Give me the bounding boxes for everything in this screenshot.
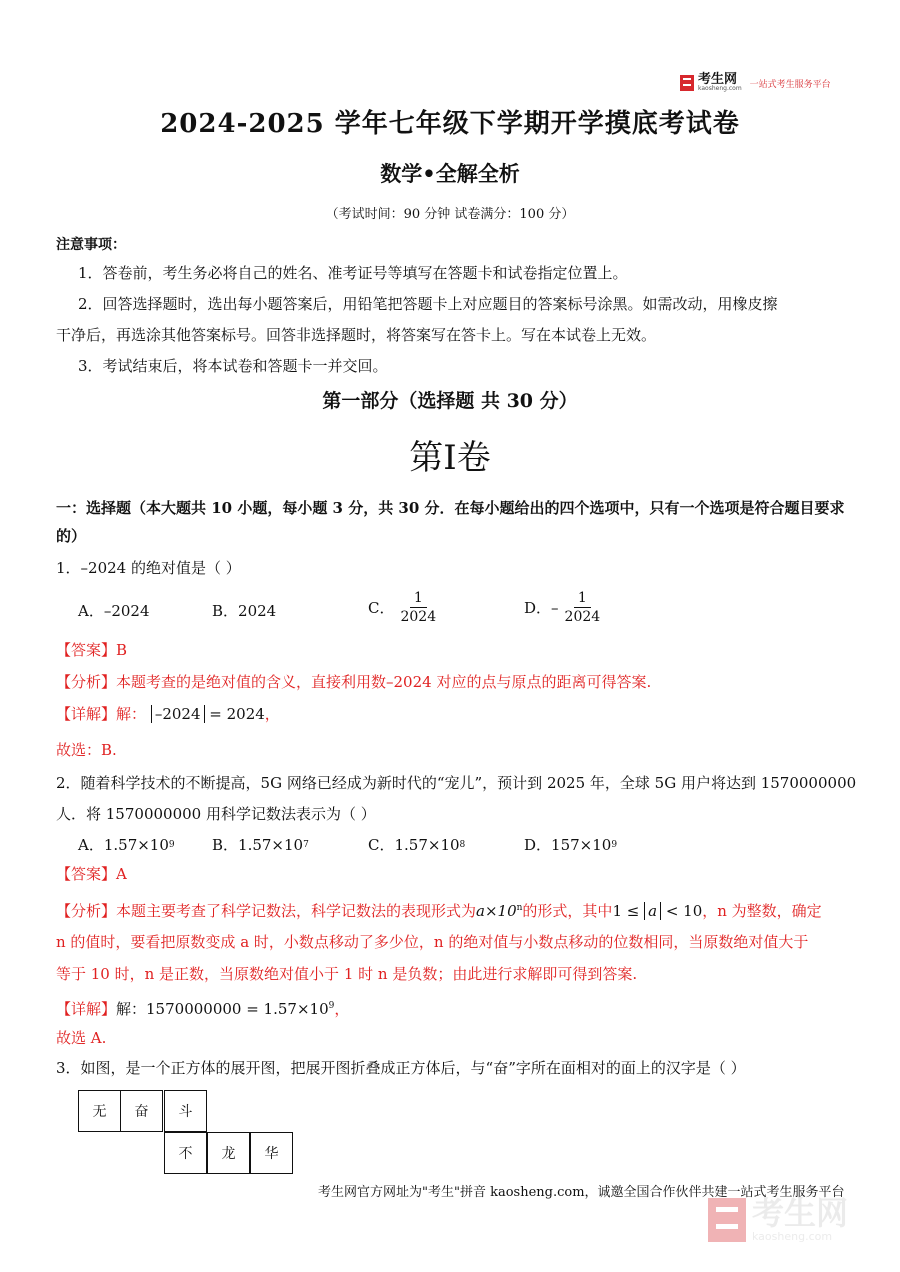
cube-net-cell: 奋: [120, 1090, 163, 1132]
q1-option-c-denominator: 2024: [400, 609, 437, 625]
q1-detail-pre: 解：: [116, 705, 147, 723]
q2-detail-pre: 解：1570000000 = 1.57×10: [116, 1000, 329, 1018]
q1-answer: 【答案】B: [56, 641, 128, 659]
q2-analysis-a3: n: [516, 903, 523, 913]
watermark-name: 考生网: [752, 1194, 849, 1232]
q1-detail: [56, 704, 280, 724]
q1-option-d-denominator: 2024: [564, 609, 601, 625]
q1-option-a: A．–2024: [78, 602, 150, 620]
q2-analysis-a4: 的形式，其中: [522, 902, 613, 920]
brand-domain: kaosheng.com: [698, 85, 742, 92]
q2-detail-end: ，: [334, 1000, 350, 1018]
q2-option-d-exp: 9: [611, 839, 618, 850]
q2-option-b: [212, 834, 309, 855]
exam-meta: （考试时间：90 分钟 试卷满分：100 分）: [325, 207, 575, 222]
part-title: 第一部分（选择题 共 30 分）: [322, 390, 578, 412]
brand-logo: [680, 74, 831, 92]
q1-option-d: [524, 590, 600, 625]
q1-analysis: 【分析】本题考查的是绝对值的含义，直接利用数–2024 对应的点与原点的距离可得答案.: [56, 673, 652, 691]
page-footer: 考生网官方网址为"考生"拼音 kaosheng.com，诚邀全国合作伙伴共建一站式考生服务平台: [318, 1185, 845, 1200]
cube-net-cell: 龙: [207, 1132, 250, 1174]
q1-option-d-label: D．–: [524, 599, 559, 617]
watermark-text: [752, 1196, 848, 1243]
notice-item-3: 3．考试结束后，将本试卷和答题卡一并交回。: [78, 357, 388, 375]
notice-item-2a: 2．回答选择题时，选出每小题答案后，用铅笔把答题卡上对应题目的答案标号涂黑。如需改动，用橡皮擦: [78, 295, 778, 313]
notice-item-2b: 干净后，再选涂其他答案标号。回答非选择题时，将答案写在答卡上。写在本试卷上无效。: [56, 326, 657, 344]
q2-option-c: [368, 834, 465, 855]
brand-logo-icon: [680, 75, 694, 91]
q2-option-a: [78, 834, 175, 855]
q2-detail: [56, 996, 349, 1019]
section-title: 一：选择题（本大题共 10 小题，每小题 3 分，共 30 分．在每小题给出的四个选项中，只有一个选项是符合题目要求的）: [56, 499, 845, 545]
cube-net-cell: 不: [164, 1132, 207, 1174]
q2-analysis-a5: 1 ≤: [612, 902, 645, 920]
q2-stem-b: 人．将 1570000000 用科学记数法表示为（ ）: [56, 805, 376, 823]
q2-option-a-base: A．1.57×10: [78, 836, 169, 854]
q1-detail-end: ，: [264, 705, 280, 723]
watermark-domain: kaosheng.com: [752, 1230, 833, 1243]
q1-stem: 1．–2024 的绝对值是（ ）: [56, 559, 241, 577]
q1-detail-eq: = 2024: [209, 705, 265, 723]
q2-detail-exp: 9: [328, 1001, 335, 1011]
q2-analysis-line2: n 的值时，要看把原数变成 a 时，小数点移动了多少位，n 的绝对值与小数点移动的位数相同，当原数绝对值大于: [56, 933, 809, 951]
q2-option-b-base: B．1.57×10: [212, 836, 304, 854]
q2-analysis-line1: [56, 898, 822, 921]
brand-name: 考生网: [698, 72, 738, 87]
q2-option-d: [524, 834, 617, 855]
page-subtitle: 数学•全解全析: [380, 161, 520, 186]
q2-analysis-line3: 等于 10 时，n 是正数，当原数绝对值小于 1 时 n 是负数；由此进行求解即可得到答案.: [56, 965, 638, 983]
q1-conclusion: 故选：B.: [56, 741, 117, 759]
q1-option-d-numerator: 1: [574, 590, 591, 608]
brand-logo-text: [698, 74, 742, 92]
q1-detail-label: 【详解】: [56, 705, 117, 723]
q2-option-d-base: D．157×10: [524, 836, 612, 854]
q2-analysis-a8: ，n 为整数，确定: [702, 902, 822, 920]
q2-analysis-a6: a: [644, 902, 661, 920]
cube-net-diagram: [78, 1090, 296, 1176]
q2-analysis-a2: a×10: [476, 902, 517, 920]
brand-slogan: 一站式考生服务平台: [749, 79, 831, 90]
q1-option-c-fraction: [400, 590, 436, 625]
q2-option-c-base: C．1.57×10: [368, 836, 460, 854]
notice-heading: 注意事项：: [56, 237, 126, 253]
page-title: 2024-2025 学年七年级下学期开学摸底考试卷: [160, 109, 740, 139]
q2-option-c-exp: 8: [459, 839, 466, 850]
cube-net-cell: 华: [250, 1132, 293, 1174]
q1-detail-abs: –2024: [151, 705, 205, 723]
q2-analysis-a1: 【分析】本题主要考查了科学记数法，科学记数法的表现形式为: [56, 902, 477, 920]
q2-stem-a: 2．随着科学技术的不断提高，5G 网络已经成为新时代的“宠儿”，预计到 2025 年，全球 5G 用户将达到 1570000000: [56, 774, 857, 792]
q2-option-b-exp: 7: [303, 839, 309, 850]
q2-conclusion: 故选 A.: [56, 1029, 107, 1047]
q1-option-c-numerator: 1: [410, 590, 427, 608]
cube-net-cell: 无: [78, 1090, 121, 1132]
watermark: [708, 1196, 848, 1243]
q2-detail-label: 【详解】: [56, 1000, 117, 1018]
q2-option-a-exp: 9: [168, 839, 175, 850]
q1-option-b: B．2024: [212, 602, 277, 620]
q1-option-c: [368, 590, 436, 625]
watermark-logo-icon: [708, 1198, 746, 1242]
q3-stem: 3．如图，是一个正方体的展开图，把展开图折叠成正方体后，与“奋”字所在面相对的面上的汉字是（ ）: [56, 1059, 746, 1077]
q1-option-c-label: C．: [368, 599, 395, 617]
notice-item-1: 1．答卷前，考生务必将自己的姓名、准考证号等填写在答题卡和试卷指定位置上。: [78, 264, 628, 282]
q2-answer: 【答案】A: [56, 865, 127, 883]
volume-title: 第I卷: [409, 438, 491, 478]
q1-option-d-fraction: [565, 590, 601, 625]
cube-net-cell: 斗: [164, 1090, 207, 1132]
q2-analysis-a7: < 10: [661, 902, 703, 920]
